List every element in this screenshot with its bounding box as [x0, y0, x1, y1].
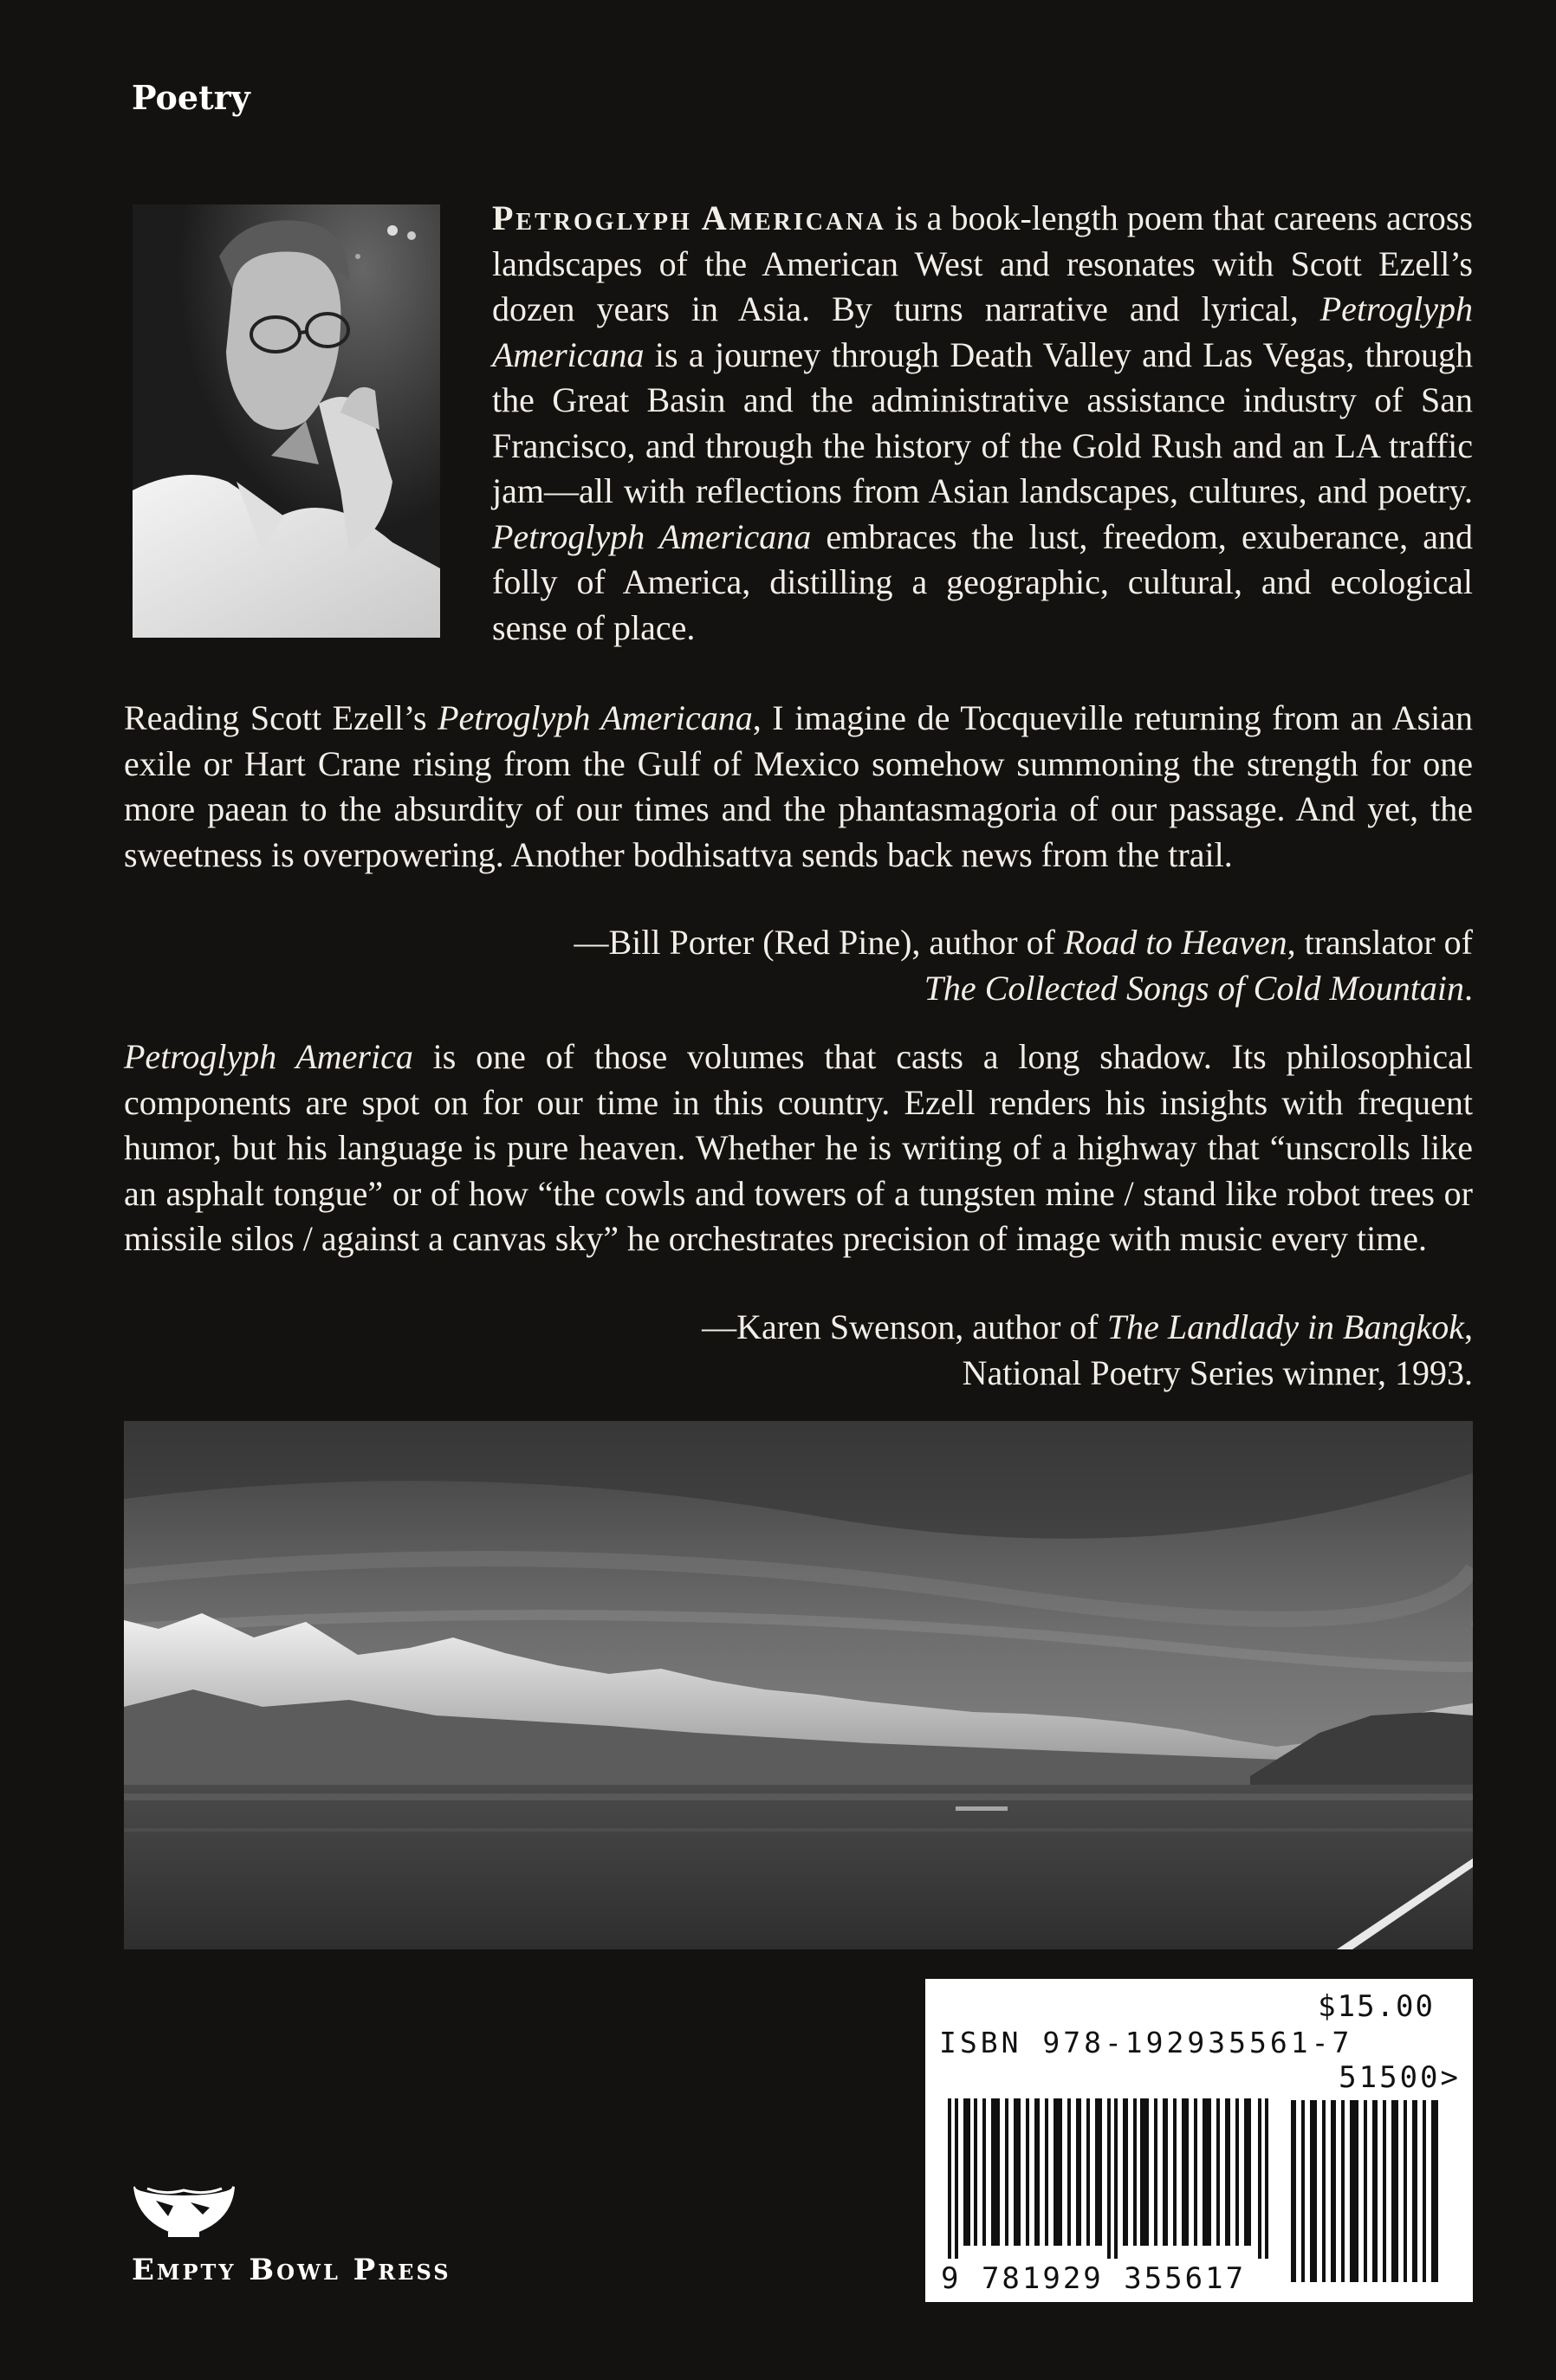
landscape-photo — [124, 1421, 1473, 1949]
attribution-text: —Karen Swenson, author of — [702, 1307, 1107, 1346]
quote-text: is one of those volumes that casts a long shadow. Its philosophical components are spot on for our time in this country. Ezell renders his insights with frequent humor, but his language is pure heaven. Whether he is writing of a highway that “unscrolls like an asphalt tongue” or of how “the cowls and towers of a tungsten mine / stand like robot trees or missile silos / against a canvas sky” he orchestrates precision of image with music every time. — [124, 1037, 1473, 1258]
book-title-italic: Petroglyph Americana — [438, 698, 753, 737]
main-barcode — [948, 2098, 1277, 2259]
book-title-italic: The Landlady in Bangkok — [1106, 1307, 1464, 1346]
description-text-1: is a book-length poem that careens across landscapes of the American West and resonates with Scott Ezell’s dozen years in Asia. By turns narrative and lyrical, — [492, 198, 1473, 328]
barcode-label — [925, 1979, 1473, 2302]
book-title-italic: Petroglyph Americana — [492, 516, 812, 556]
mountain-landscape-image — [124, 1421, 1473, 1949]
quote-text: Reading Scott Ezell’s — [124, 698, 438, 737]
addon-barcode — [1291, 2100, 1447, 2282]
description-text-3: embraces the lust, freedom, exuberance, and folly of America, distilling a geographic, cultural, and ecological sense of place. — [492, 516, 1473, 647]
book-title-italic: Road to Heaven — [1063, 923, 1287, 962]
attribution-text: National Poetry Series winner, 1993. — [962, 1352, 1473, 1392]
price-addon-digits: 51500> — [1339, 2060, 1461, 2095]
isbn-text: ISBN 978-192935561-7 — [939, 2026, 1353, 2059]
attribution-text: , — [1464, 1307, 1473, 1346]
description-text-2: is a journey through Death Valley and Las Vegas, through the Great Basin and the administrative assistance industry of San Francisco, and through the history of the Gold Rush and an LA traffic jam—all with reflections from Asian landscapes, cultures, and poetry. — [492, 334, 1473, 510]
attribution-text: , translator of — [1287, 923, 1473, 962]
quote-text: , I imagine de Tocqueville returning from an Asian exile or Hart Crane rising from the Gulf of Mexico somehow summoning the strength for one more paean to the absurdity of our times and the phantasmagoria of our passage. And yet, the sweetness is overpowering. Another bodhisattva sends back news from the trail. — [124, 698, 1473, 874]
empty-bowl-logo — [130, 2171, 238, 2241]
attribution-text: . — [1464, 968, 1473, 1008]
book-title-italic: The Collected Songs of Cold Mountain — [924, 968, 1464, 1008]
author-portrait-image — [133, 204, 440, 638]
publisher-name: Empty Bowl Press — [132, 2253, 451, 2287]
blurb-quote-porter — [124, 696, 1473, 878]
book-description — [492, 196, 1473, 651]
barcode-digits: 9 781929 355617 — [937, 2261, 1249, 2296]
genre-label: Poetry — [132, 78, 250, 117]
blurb-attribution-porter — [124, 920, 1473, 1011]
bowl-icon — [130, 2171, 238, 2241]
attribution-text: —Bill Porter (Red Pine), author of — [574, 923, 1064, 962]
author-photo — [133, 204, 440, 638]
blurb-quote-swenson — [124, 1034, 1473, 1262]
blurb-attribution-swenson — [124, 1305, 1473, 1396]
price-text: $15.00 — [1318, 1989, 1435, 2024]
book-title-italic: Petroglyph Americana — [492, 289, 1473, 374]
book-title-italic: Petroglyph America — [124, 1037, 413, 1076]
book-title: Petroglyph Americana — [492, 198, 886, 237]
